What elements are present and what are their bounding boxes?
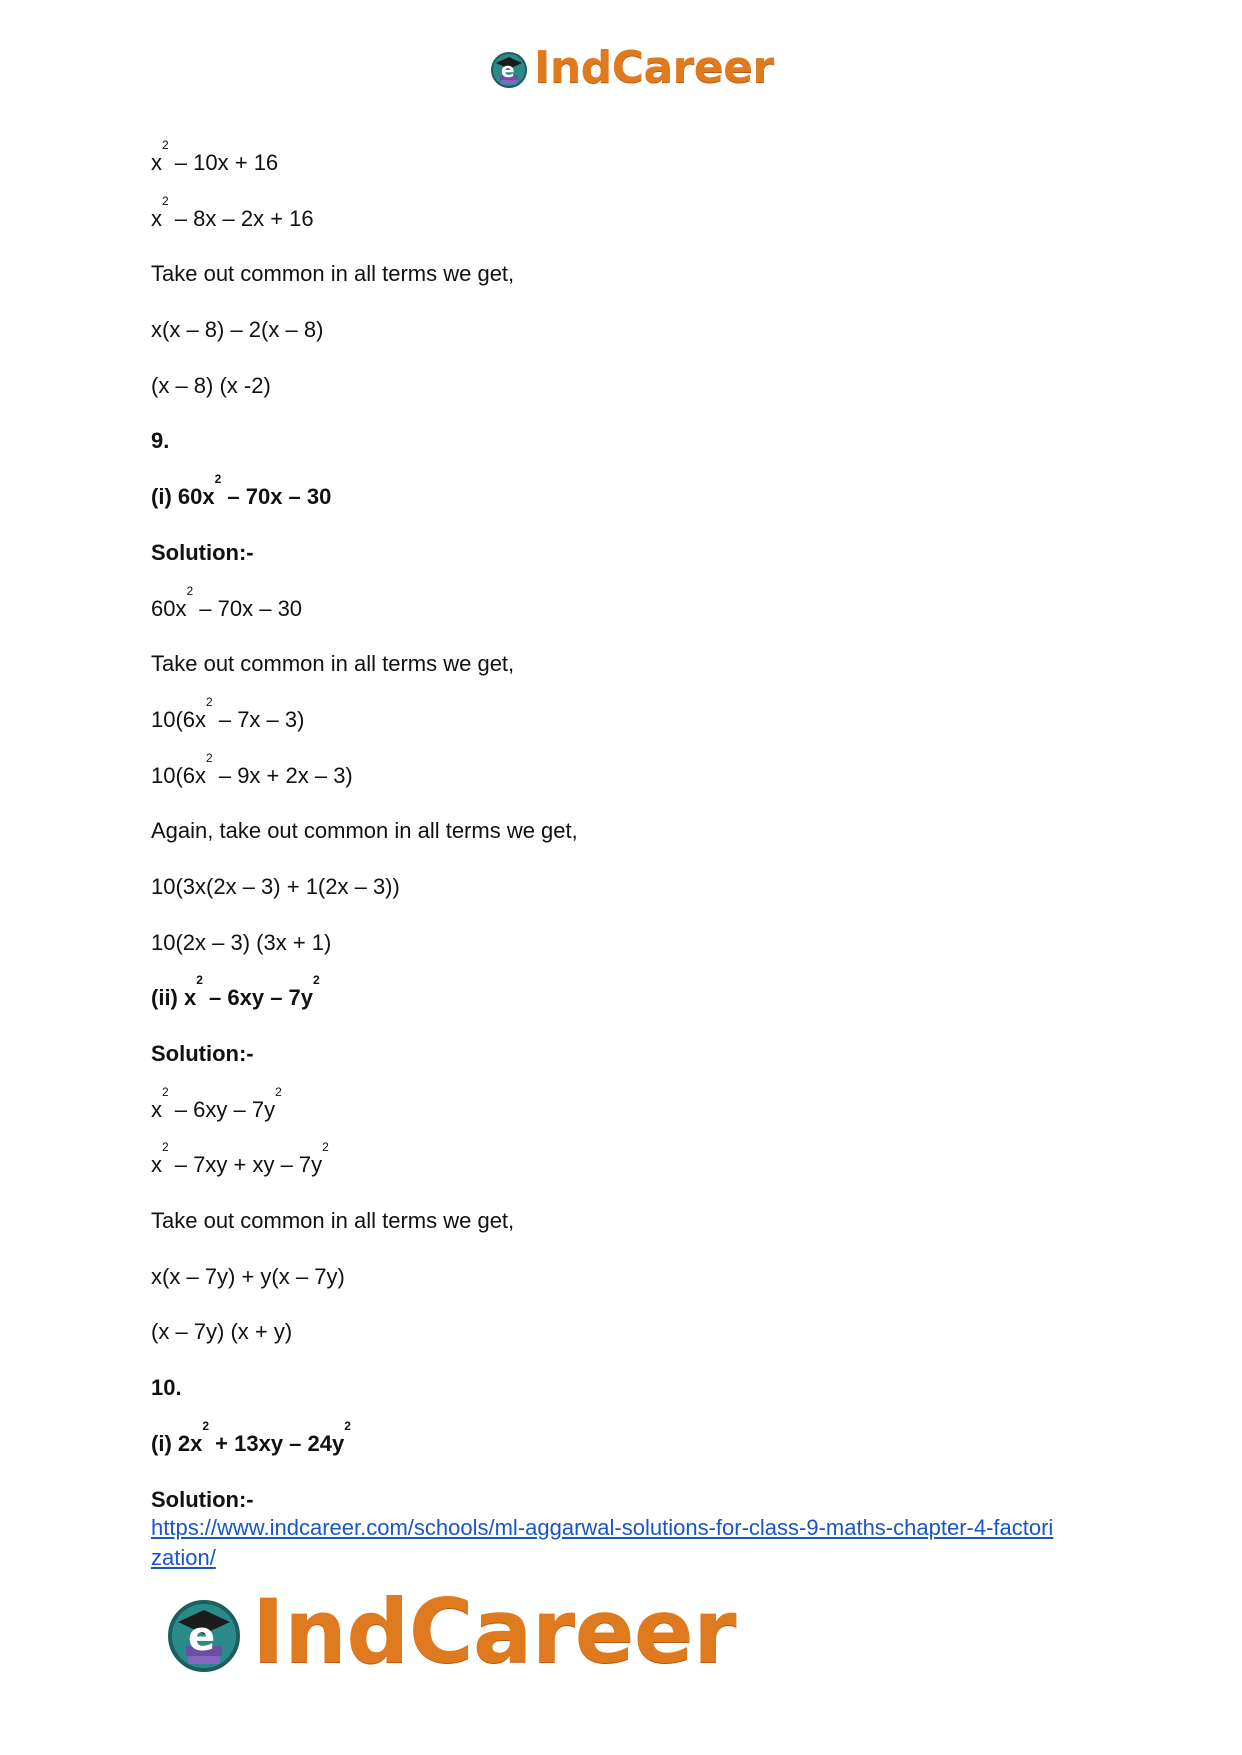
text-line: Take out common in all terms we get, [151,651,515,677]
solution-content [151,138,1111,1540]
source-link[interactable] [151,1515,1053,1570]
heading-line: (i) $60x^2 - 70x - 30$ [151,472,332,510]
heading-line: Solution:- [151,1486,254,1512]
text-line: x(x – 8) – 2(x – 8) [151,317,324,343]
text-line: $x^2 - 10x + 16$ [151,138,279,175]
text-line: $10(6x^2 - 7x - 3)$ [151,694,305,732]
text-line: (x – 8) (x -2) [151,372,271,398]
text-line: $10(6x^2 - 9x + 2x - 3)$ [151,750,353,788]
brand-letter-e: e [188,1613,216,1660]
source-link-block [151,1513,1111,1573]
text-line: $60x^2 - 70x - 30$ [151,583,303,621]
text-line: (x – 7y) (x + y) [151,1319,293,1345]
globe-graduation-cap-icon [488,47,530,89]
brand-name: IndCareer [534,42,774,93]
heading-line: (i) $2x^2 + 13xy - 24y^2$ [151,1418,351,1456]
text-line: x(x – 7y) + y(x – 7y) [151,1263,345,1289]
footer-logo [162,1580,736,1683]
text-line: Take out common in all terms we get, [151,261,515,287]
header-logo [488,42,774,93]
heading-line: (ii) $x^2 - 6xy - 7y^2$ [151,973,320,1011]
text-line: $x^2 - 8x - 2x + 16$ [151,193,314,231]
brand-letter-e: e [501,57,515,82]
footer-brand-name: IndCareer [252,1580,737,1683]
text-line: 10(3x(2x – 3) + 1(2x – 3)) [151,873,400,899]
text-line: $x^2 - 7xy$ + xy – $7y^2$ [151,1140,329,1178]
source-link-line-1: https://www.indcareer.com/schools/ml-aggarwal-solutions-for-class-9-maths-chapter-4-factori [151,1515,1054,1540]
heading-line: 10. [151,1375,182,1401]
text-line: Again, take out common in all terms we get, [151,818,578,844]
heading-line: 9. [151,428,170,454]
text-line: 10(2x – 3) (3x + 1) [151,929,332,955]
heading-line: Solution:- [151,1041,254,1066]
globe-graduation-cap-icon [162,1590,246,1674]
source-link-line-2: zation/ [151,1545,216,1570]
text-line: $x^2 - 6xy - 7y^2$ [151,1084,282,1122]
text-line: Take out common in all terms we get, [151,1208,515,1234]
heading-line: Solution:- [151,539,254,565]
